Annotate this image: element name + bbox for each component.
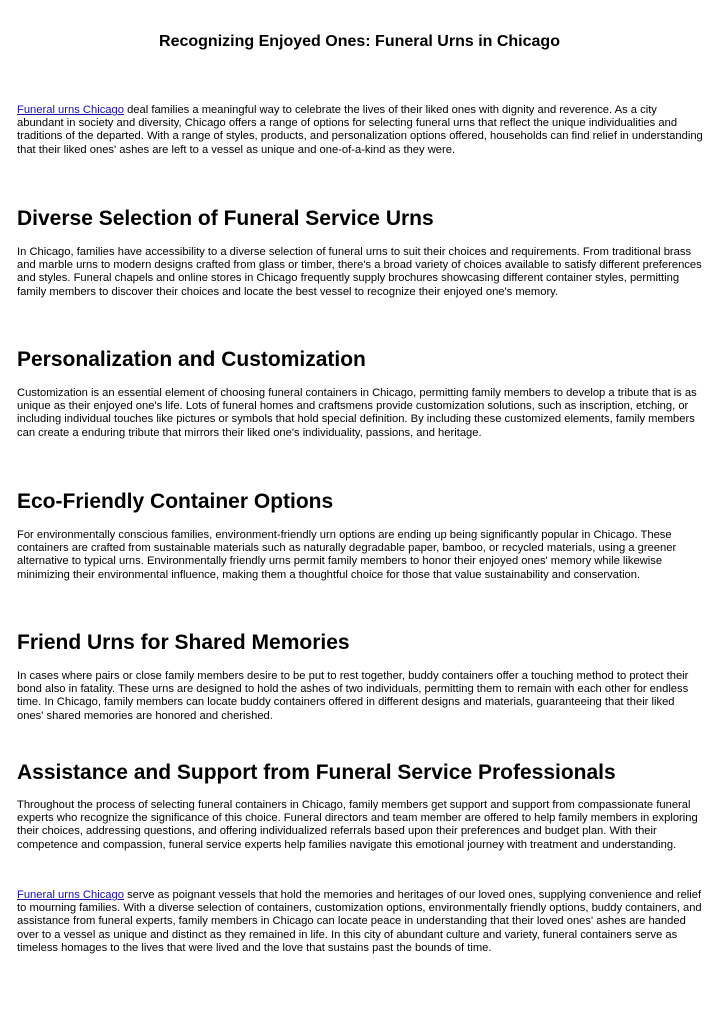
page-title: Recognizing Enjoyed Ones: Funeral Urns in Chicago — [159, 33, 560, 50]
funeral-urns-link[interactable]: Funeral urns Chicago — [17, 104, 124, 116]
funeral-urns-link[interactable]: Funeral urns Chicago — [17, 889, 124, 901]
section-heading: Diverse Selection of Funeral Service Urns — [17, 207, 434, 230]
section-heading: Assistance and Support from Funeral Service Professionals — [17, 761, 616, 784]
section-body: In Chicago, families have accessibility to a diverse selection of funeral urns to suit their choices and requirements. From traditional brass and marble urns to modern designs crafted from glass or timber, there's a broad variety of choices available to satisfy different preferences and styles. Funeral chapels and online stores in Chicago frequently supply brochures showcasing different container styles, permitting family members to discover their choices and locate the best vessel to recognize their enjoyed one's memory. — [17, 246, 702, 298]
section-body: Throughout the process of selecting funeral containers in Chicago, family members get support and support from compassionate funeral experts who recognize the significance of this choice. Funeral directors and team member are offered to help family members in exploring their choices, addressing questions, and offering individualized referrals based upon their preferences and budget plan. With their competence and compassion, funeral service experts help families navigate this emotional journey with treatment and understanding. — [17, 799, 698, 851]
intro-paragraph — [17, 104, 703, 157]
section-heading: Personalization and Customization — [17, 348, 366, 371]
intro-text: deal families a meaningful way to celebrate the lives of their liked ones with dignity and reverence. As a city abundant in society and diversity, Chicago offers a range of options for selecting funeral urns that reflect the unique individualities and traditions of the departed. With a range of styles, products, and personalization options offered, households can find relief in understanding that their liked ones' ashes are left to a vessel as unique and one-of-a-kind as they were. — [17, 104, 703, 156]
section-heading: Eco-Friendly Container Options — [17, 490, 334, 513]
closing-paragraph — [17, 889, 703, 955]
closing-text: serve as poignant vessels that hold the memories and heritages of our loved ones, supplying convenience and relief to mourning families. With a diverse selection of containers, customization options, environmentally friendly options, buddy containers, and assistance from funeral experts, family members in Chicago can locate peace in understanding that their loved ones' ashes are handed over to a vessel as unique and distinct as they remained in life. In this city of abundant culture and variety, funeral containers serve as timeless homages to the lives that were lived and the love that sustains past the bounds of time. — [17, 889, 702, 954]
section-body: In cases where pairs or close family members desire to be put to rest together, buddy containers offer a touching method to protect their bond also in fatality. These urns are designed to hold the ashes of two individuals, permitting them to remain with each other for endless time. In Chicago, family members can locate buddy containers offered in different designs and materials, guaranteeing that their liked ones' shared memories are honored and cherished. — [17, 670, 689, 722]
section-heading: Friend Urns for Shared Memories — [17, 631, 350, 654]
section-body: Customization is an essential element of choosing funeral containers in Chicago, permitting family members to develop a tribute that is as unique as their enjoyed one's life. Lots of funeral homes and craftsmens provide customization solutions, such as inscription, etching, or including individual touches like pictures or symbols that hold special definition. By including these customized elements, family members can create a enduring tribute that mirrors their liked one's individuality, passions, and heritage. — [17, 387, 697, 439]
section-body: For environmentally conscious families, environment-friendly urn options are ending up being significantly popular in Chicago. These containers are crafted from sustainable materials such as naturally degradable paper, bamboo, or recycled materials, using a greener alternative to typical urns. Environmentally friendly urns permit family members to honor their enjoyed ones' memory while likewise minimizing their environmental influence, making them a thoughtful choice for those that value sustainability and conservation. — [17, 529, 677, 581]
